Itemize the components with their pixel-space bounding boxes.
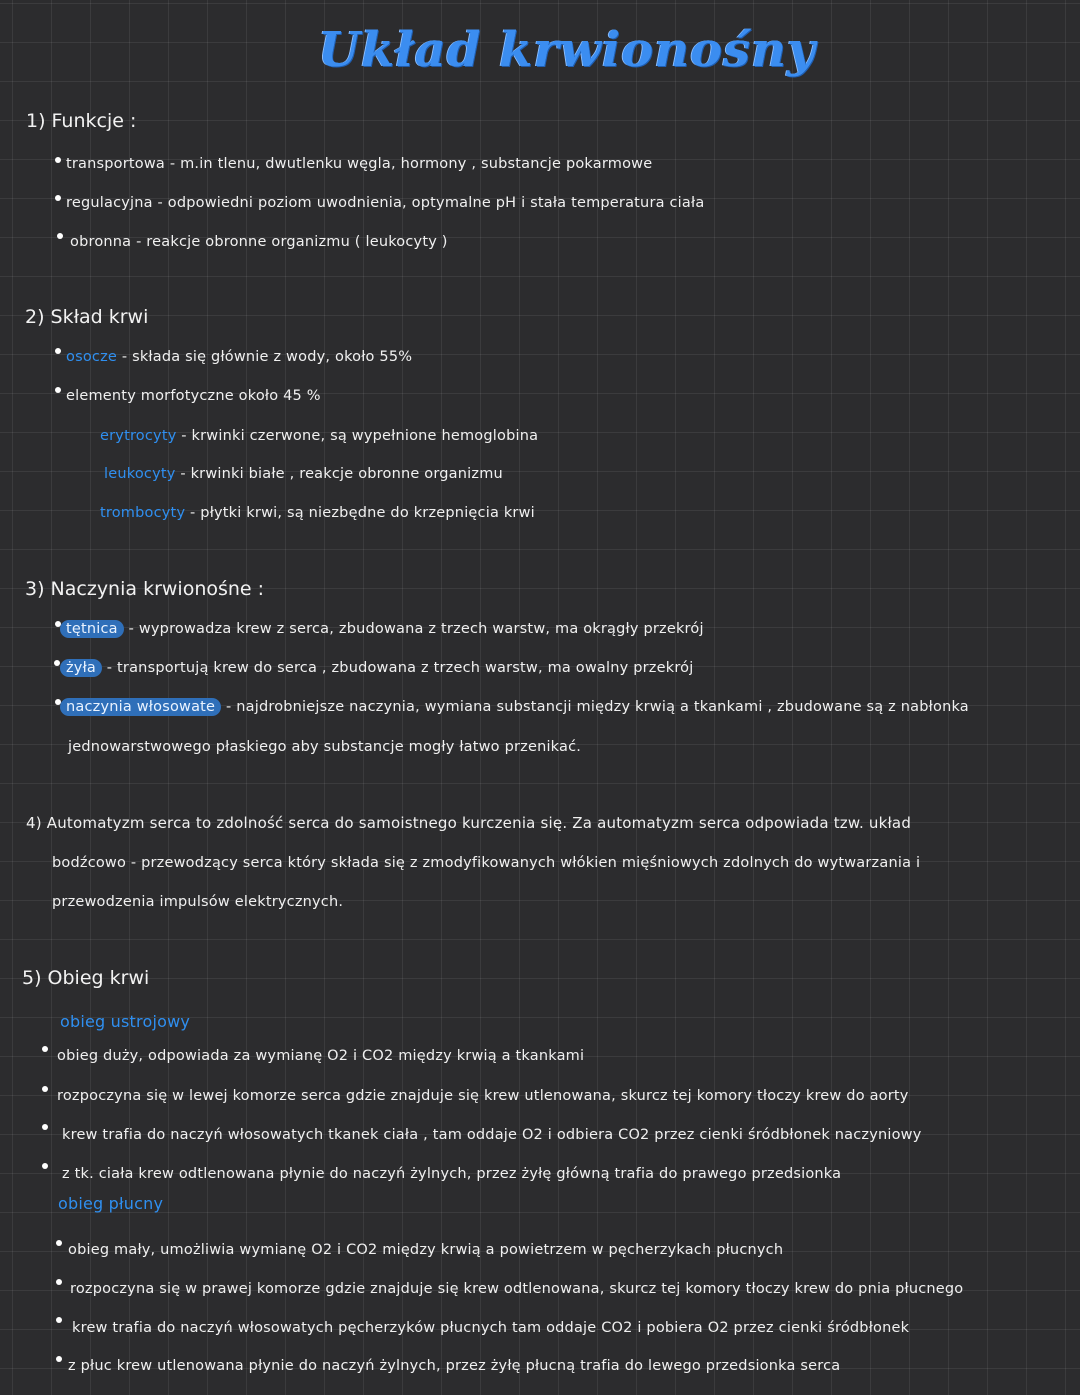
term-definition: - krwinki białe , reakcje obronne organizmu (175, 466, 503, 482)
section-2-heading: 2) Skład krwi (25, 306, 149, 328)
bullet (55, 387, 61, 393)
term-definition: - transportują krew do serca , zbudowana z trzech warstw, ma owalny przekrój (102, 660, 694, 676)
sub-item (100, 505, 535, 521)
term-definition: - płytki krwi, są niezbędne do krzepnięcia krwi (185, 505, 535, 521)
list-item: krew trafia do naczyń włosowatych pęcherzyków płucnych tam oddaje CO2 i pobiera O2 przez cienki śródbłonek (72, 1320, 910, 1336)
term-naczynia-wlosowate: naczynia włosowate (60, 698, 221, 716)
sub-item (104, 466, 503, 482)
list-item-continuation: jednowarstwowego płaskiego aby substancje mogły łatwo przenikać. (68, 739, 582, 755)
term-definition: - krwinki czerwone, są wypełnione hemoglobina (176, 428, 539, 444)
list-item: krew trafia do naczyń włosowatych tkanek ciała , tam oddaje O2 i odbiera CO2 przez cienki śródbłonek naczyniowy (62, 1127, 922, 1143)
bullet (55, 195, 61, 201)
list-item: transportowa - m.in tlenu, dwutlenku węgla, hormony , substancje pokarmowe (66, 156, 653, 172)
page-title: Układ krwionośny (318, 22, 816, 78)
sub-item (100, 428, 538, 444)
bullet (56, 1317, 62, 1323)
list-item: elementy morfotyczne około 45 % (66, 388, 321, 404)
section-5-heading: 5) Obieg krwi (22, 967, 150, 989)
term-trombocyty: trombocyty (100, 505, 186, 521)
term-definition: - wyprowadza krew z serca, zbudowana z trzech warstw, ma okrągły przekrój (123, 621, 704, 637)
bullet (42, 1124, 48, 1130)
list-item: obronna - reakcje obronne organizmu ( leukocyty ) (70, 234, 448, 250)
term-erytrocyty: erytrocyty (100, 428, 177, 444)
term-zyla: żyła (60, 659, 102, 677)
term-tetnica: tętnica (60, 620, 124, 638)
section-4-line: 4) Automatyzm serca to zdolność serca do samoistnego kurczenia się. Za automatyzm serca odpowiada tzw. układ (26, 814, 912, 832)
list-item: z tk. ciała krew odtlenowana płynie do naczyń żylnych, przez żyłę główną trafia do prawego przedsionka (62, 1166, 842, 1182)
bullet (57, 233, 63, 239)
term-definition: - najdrobniejsze naczynia, wymiana substancji między krwią a tkankami , zbudowane są z nabłonka (221, 699, 969, 715)
list-item: obieg mały, umożliwia wymianę O2 i CO2 między krwią a powietrzem w pęcherzykach płucnych (68, 1242, 784, 1258)
subheading-obieg-ustrojowy: obieg ustrojowy (60, 1012, 191, 1031)
list-item: rozpoczyna się w lewej komorze serca gdzie znajduje się krew utlenowana, skurcz tej komory tłoczy krew do aorty (57, 1088, 909, 1104)
bullet (56, 1240, 62, 1246)
bullet (55, 157, 61, 163)
list-item (60, 621, 704, 637)
bullet (56, 1356, 62, 1362)
list-item (66, 349, 412, 365)
term-definition: - składa się głównie z wody, około 55% (117, 349, 413, 365)
bullet (42, 1163, 48, 1169)
section-4-line: bodźcowo - przewodzący serca który składa się z zmodyfikowanych włókien mięśniowych zdolnych do wytwarzania i (52, 855, 921, 871)
list-item (60, 699, 969, 715)
term-leukocyty: leukocyty (104, 466, 176, 482)
section-3-heading: 3) Naczynia krwionośne : (25, 578, 265, 600)
list-item: rozpoczyna się w prawej komorze gdzie znajduje się krew odtlenowana, skurcz tej komory tłoczy krew do pnia płucnego (70, 1281, 964, 1297)
bullet (42, 1086, 48, 1092)
list-item: regulacyjna - odpowiedni poziom uwodnienia, optymalne pH i stała temperatura ciała (66, 195, 705, 211)
term-osocze: osocze (66, 349, 118, 365)
bullet (56, 1279, 62, 1285)
section-4-line: przewodzenia impulsów elektrycznych. (52, 894, 344, 910)
subheading-obieg-plucny: obieg płucny (58, 1194, 164, 1213)
list-item (60, 660, 693, 676)
list-item: z płuc krew utlenowana płynie do naczyń żylnych, przez żyłę płucną trafia do lewego przedsionka serca (68, 1358, 841, 1374)
bullet (55, 348, 61, 354)
bullet (42, 1046, 48, 1052)
section-1-heading: 1) Funkcje : (26, 110, 137, 132)
list-item: obieg duży, odpowiada za wymianę O2 i CO2 między krwią a tkankami (57, 1048, 585, 1064)
